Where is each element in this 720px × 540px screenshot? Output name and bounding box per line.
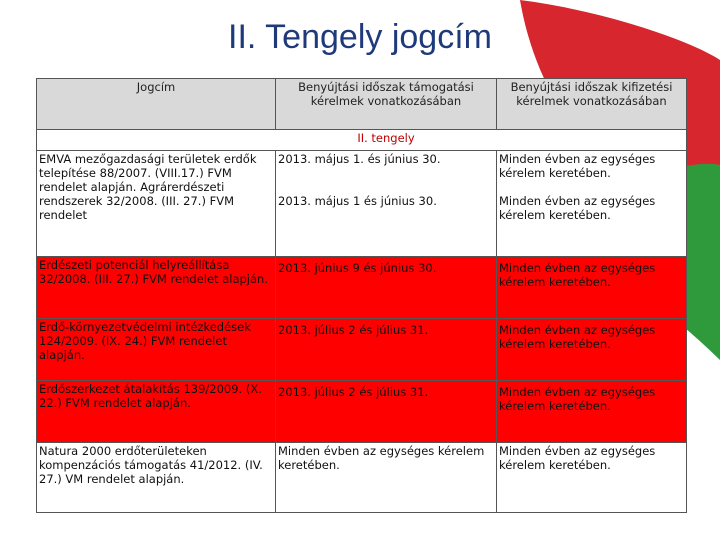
tamogatasi-period-b: 2013. május 1 és június 30. bbox=[278, 194, 437, 208]
table-row bbox=[37, 443, 687, 513]
jogcim-cell: Erdőszerkezet átalakítás 139/2009. (X. 22.) FVM rendelet alapján. bbox=[37, 381, 276, 443]
kifizetesi-cell: Minden évben az egységes kérelem keretében. bbox=[497, 381, 687, 443]
group-label: II. tengely bbox=[276, 130, 497, 151]
tamogatasi-cell: 2013. július 2 és július 31. bbox=[276, 319, 497, 381]
jogcim-cell: Erdészeti potenciál helyreállítása 32/2008. (III. 27.) FVM rendelet alapján. bbox=[37, 257, 276, 319]
kifizetesi-cell bbox=[497, 151, 687, 257]
kifizetesi-cell: Minden évben az egységes kérelem keretében. bbox=[497, 443, 687, 513]
kifizetesi-period-a: Minden évben az egységes kérelem keretében. bbox=[499, 152, 656, 180]
tamogatasi-cell: 2013. június 9 és június 30. bbox=[276, 257, 497, 319]
header-kifizetesi: Benyújtási időszak kifizetési kérelmek vonatkozásában bbox=[497, 79, 687, 130]
jogcim-cell: Erdő-környezetvédelmi intézkedések 124/2009. (IX. 24.) FVM rendelet alapján. bbox=[37, 319, 276, 381]
jogcim-cell: EMVA mezőgazdasági területek erdők telepítése 88/2007. (VIII.17.) FVM rendelet alapján. Agrárerdészeti rendszerek 32/2008. (III. 27.) FVM rendelet bbox=[37, 151, 276, 257]
tamogatasi-cell: 2013. július 2 és július 31. bbox=[276, 381, 497, 443]
table-header-row bbox=[37, 79, 687, 130]
tamogatasi-period-a: 2013. május 1. és június 30. bbox=[278, 152, 441, 166]
table-row bbox=[37, 381, 687, 443]
table-row bbox=[37, 319, 687, 381]
header-jogcim: Jogcím bbox=[37, 79, 276, 130]
tamogatasi-cell: Minden évben az egységes kérelem keretében. bbox=[276, 443, 497, 513]
tamogatasi-cell bbox=[276, 151, 497, 257]
jogcim-table bbox=[36, 78, 687, 513]
kifizetesi-period-b: Minden évben az egységes kérelem keretében. bbox=[499, 194, 656, 222]
kifizetesi-cell: Minden évben az egységes kérelem keretében. bbox=[497, 257, 687, 319]
jogcim-cell: Natura 2000 erdőterületeken kompenzációs támogatás 41/2012. (IV. 27.) VM rendelet alapján. bbox=[37, 443, 276, 513]
header-tamogatasi: Benyújtási időszak támogatási kérelmek vonatkozásában bbox=[276, 79, 497, 130]
kifizetesi-cell: Minden évben az egységes kérelem keretében. bbox=[497, 319, 687, 381]
table-row bbox=[37, 151, 687, 257]
table-row bbox=[37, 257, 687, 319]
page-title: II. Tengely jogcím bbox=[228, 18, 492, 56]
group-row bbox=[37, 130, 687, 151]
